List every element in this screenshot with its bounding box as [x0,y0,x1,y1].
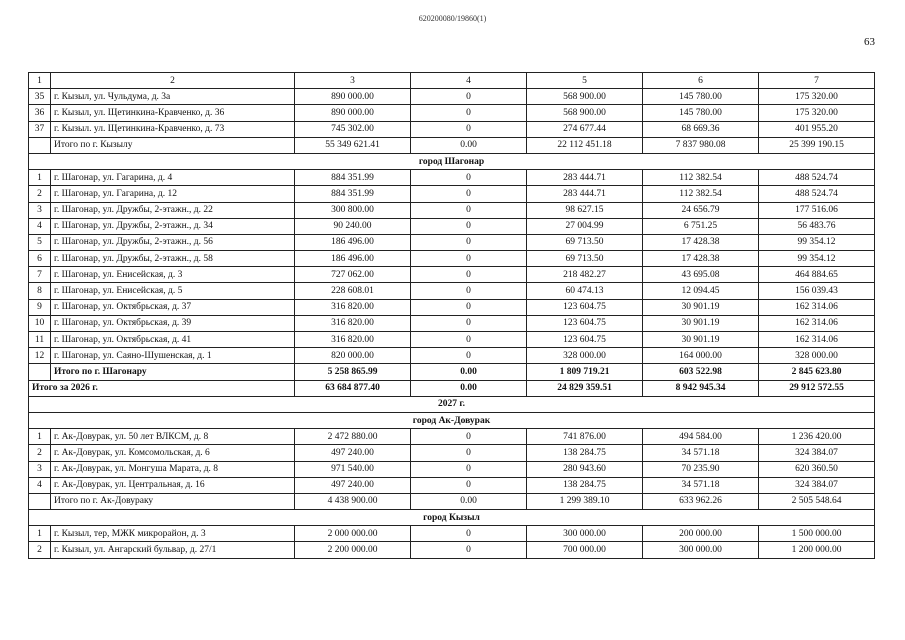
table-row [29,526,875,542]
section-label: город Шагонар [29,153,875,169]
local-budget-cell: 112 382.54 [643,170,759,186]
local-budget-cell: 145 780.00 [643,89,759,105]
total-cost-cell: 2 472 880.00 [295,429,411,445]
republic-budget-cell: 283 444.71 [527,170,643,186]
table-body [29,73,875,559]
address-cell: г. Шагонар, ул. Дружбы, 2-этажн., д. 22 [51,202,295,218]
address-cell: г. Шагонар, ул. Октябрьская, д. 41 [51,332,295,348]
column-header: 1 [29,73,51,89]
fund-cell: 0.00 [411,493,527,509]
republic-budget-cell: 69 713.50 [527,251,643,267]
total-cost-cell: 497 240.00 [295,445,411,461]
local-budget-cell: 164 000.00 [643,348,759,364]
local-budget-cell: 30 901.19 [643,332,759,348]
local-budget-cell: 17 428.38 [643,251,759,267]
table-row [29,267,875,283]
table-row [29,445,875,461]
address-cell: г. Шагонар, ул. Гагарина, д. 4 [51,170,295,186]
grand-total-value: 29 912 572.55 [759,380,875,396]
total-cost-cell: 316 820.00 [295,299,411,315]
local-budget-cell: 7 837 980.08 [643,137,759,153]
fund-cell: 0 [411,461,527,477]
grand-total-value: 0.00 [411,380,527,396]
fund-cell: 0 [411,542,527,558]
row-number: 1 [29,170,51,186]
republic-budget-cell: 1 299 389.10 [527,493,643,509]
fund-cell: 0 [411,299,527,315]
table-row [29,202,875,218]
fund-cell: 0 [411,89,527,105]
total-cost-cell: 2 000 000.00 [295,526,411,542]
section-header-row [29,510,875,526]
republic-budget-cell: 274 677.44 [527,121,643,137]
table-row [29,186,875,202]
fund-cell: 0 [411,267,527,283]
republic-budget-cell: 741 876.00 [527,429,643,445]
republic-budget-cell: 98 627.15 [527,202,643,218]
column-header: 3 [295,73,411,89]
address-cell: г. Шагонар, ул. Дружбы, 2-этажн., д. 58 [51,251,295,267]
total-cost-cell: 90 240.00 [295,218,411,234]
total-cost-cell: 884 351.99 [295,186,411,202]
header-row [29,73,875,89]
address-cell: г. Шагонар, ул. Октябрьская, д. 39 [51,315,295,331]
column-header: 2 [51,73,295,89]
row-number: 2 [29,186,51,202]
address-cell: г. Кызыл, тер, МЖК микрорайон, д. 3 [51,526,295,542]
address-cell: г. Кызыл, ул. Чульдума, д. 3а [51,89,295,105]
address-cell: г. Шагонар, ул. Гагарина, д. 12 [51,186,295,202]
column-header: 5 [527,73,643,89]
row-number: 36 [29,105,51,121]
table-row [29,234,875,250]
local-budget-cell: 6 751.25 [643,218,759,234]
row-number: 4 [29,218,51,234]
fund-cell: 0.00 [411,364,527,380]
owners-funds-cell: 2 845 623.80 [759,364,875,380]
table-row [29,121,875,137]
local-budget-cell: 112 382.54 [643,186,759,202]
local-budget-cell: 494 584.00 [643,429,759,445]
row-number: 6 [29,251,51,267]
fund-cell: 0 [411,445,527,461]
owners-funds-cell: 620 360.50 [759,461,875,477]
section-header-row [29,153,875,169]
fund-cell: 0 [411,315,527,331]
table-row [29,477,875,493]
republic-budget-cell: 218 482.27 [527,267,643,283]
row-number: 37 [29,121,51,137]
fund-cell: 0 [411,170,527,186]
total-cost-cell: 55 349 621.41 [295,137,411,153]
address-cell: г. Ак-Довурак, ул. Центральная, д. 16 [51,477,295,493]
fund-cell: 0 [411,283,527,299]
subtotal-label: Итого по г. Шагонару [51,364,295,380]
grand-total-value: 24 829 359.51 [527,380,643,396]
local-budget-cell: 30 901.19 [643,299,759,315]
table-row [29,170,875,186]
fund-cell: 0 [411,429,527,445]
republic-budget-cell: 280 943.60 [527,461,643,477]
row-number: 1 [29,429,51,445]
total-cost-cell: 300 800.00 [295,202,411,218]
local-budget-cell: 603 522.98 [643,364,759,380]
subtotal-label: Итого по г. Ак-Довураку [51,493,295,509]
document-id: 620200080/19860(1) [418,14,487,23]
republic-budget-cell: 568 900.00 [527,89,643,105]
owners-funds-cell: 328 000.00 [759,348,875,364]
fund-cell: 0.00 [411,137,527,153]
row-number: 1 [29,526,51,542]
budget-table [28,72,875,559]
grand-total-value: 8 942 945.34 [643,380,759,396]
owners-funds-cell: 1 236 420.00 [759,429,875,445]
republic-budget-cell: 328 000.00 [527,348,643,364]
owners-funds-cell: 175 320.00 [759,89,875,105]
owners-funds-cell: 488 524.74 [759,170,875,186]
column-header: 7 [759,73,875,89]
total-cost-cell: 890 000.00 [295,105,411,121]
address-cell: г. Ак-Довурак, ул. Комсомольская, д. 6 [51,445,295,461]
table-row [29,348,875,364]
republic-budget-cell: 27 004.99 [527,218,643,234]
table-row [29,105,875,121]
local-budget-cell: 68 669.36 [643,121,759,137]
local-budget-cell: 43 695.08 [643,267,759,283]
row-number: 35 [29,89,51,105]
owners-funds-cell: 25 399 190.15 [759,137,875,153]
owners-funds-cell: 401 955.20 [759,121,875,137]
total-cost-cell: 316 820.00 [295,332,411,348]
republic-budget-cell: 568 900.00 [527,105,643,121]
table-row [29,461,875,477]
row-number: 5 [29,234,51,250]
republic-budget-cell: 1 809 719.21 [527,364,643,380]
owners-funds-cell: 1 200 000.00 [759,542,875,558]
total-cost-cell: 5 258 865.99 [295,364,411,380]
fund-cell: 0 [411,234,527,250]
fund-cell: 0 [411,202,527,218]
owners-funds-cell: 464 884.65 [759,267,875,283]
subtotal-label: Итого по г. Кызылу [51,137,295,153]
local-budget-cell: 17 428.38 [643,234,759,250]
total-cost-cell: 890 000.00 [295,89,411,105]
subtotal-row [29,137,875,153]
subtotal-row [29,364,875,380]
owners-funds-cell: 99 354.12 [759,251,875,267]
column-header: 4 [411,73,527,89]
republic-budget-cell: 22 112 451.18 [527,137,643,153]
republic-budget-cell: 123 604.75 [527,299,643,315]
local-budget-cell: 12 094.45 [643,283,759,299]
fund-cell: 0 [411,332,527,348]
republic-budget-cell: 700 000.00 [527,542,643,558]
owners-funds-cell: 324 384.07 [759,477,875,493]
grand-total-row [29,380,875,396]
total-cost-cell: 4 438 900.00 [295,493,411,509]
local-budget-cell: 300 000.00 [643,542,759,558]
address-cell: г. Шагонар, ул. Саяно-Шушенская, д. 1 [51,348,295,364]
local-budget-cell: 633 962.26 [643,493,759,509]
total-cost-cell: 497 240.00 [295,477,411,493]
local-budget-cell: 24 656.79 [643,202,759,218]
owners-funds-cell: 99 354.12 [759,234,875,250]
total-cost-cell: 745 302.00 [295,121,411,137]
total-cost-cell: 971 540.00 [295,461,411,477]
table-row [29,542,875,558]
address-cell: г. Ак-Довурак, ул. 50 лет ВЛКСМ, д. 8 [51,429,295,445]
total-cost-cell: 316 820.00 [295,315,411,331]
table-row [29,299,875,315]
total-cost-cell: 228 608.01 [295,283,411,299]
row-number: 10 [29,315,51,331]
address-cell: г. Кызыл. ул. Щетинкина-Кравченко, д. 73 [51,121,295,137]
total-cost-cell: 884 351.99 [295,170,411,186]
table-row [29,283,875,299]
row-number: 12 [29,348,51,364]
fund-cell: 0 [411,526,527,542]
section-header-row [29,412,875,428]
page-number: 63 [864,36,875,48]
local-budget-cell: 34 571.18 [643,445,759,461]
total-cost-cell: 727 062.00 [295,267,411,283]
row-number: 9 [29,299,51,315]
address-cell: г. Шагонар, ул. Дружбы, 2-этажн., д. 56 [51,234,295,250]
republic-budget-cell: 138 284.75 [527,445,643,461]
republic-budget-cell: 69 713.50 [527,234,643,250]
owners-funds-cell: 488 524.74 [759,186,875,202]
local-budget-cell: 145 780.00 [643,105,759,121]
row-number: 2 [29,445,51,461]
table-row [29,218,875,234]
republic-budget-cell: 283 444.71 [527,186,643,202]
owners-funds-cell: 156 039.43 [759,283,875,299]
subtotal-row [29,493,875,509]
republic-budget-cell: 123 604.75 [527,332,643,348]
address-cell: г. Кызыл, ул. Ангарский бульвар, д. 27/1 [51,542,295,558]
row-number: 2 [29,542,51,558]
row-number: 4 [29,477,51,493]
total-cost-cell: 820 000.00 [295,348,411,364]
section-label: город Ак-Довурак [29,412,875,428]
row-number: 3 [29,202,51,218]
column-header: 6 [643,73,759,89]
row-number: 7 [29,267,51,283]
total-cost-cell: 2 200 000.00 [295,542,411,558]
address-cell: г. Шагонар, ул. Октябрьская, д. 37 [51,299,295,315]
grand-total-value: 63 684 877.40 [295,380,411,396]
owners-funds-cell: 175 320.00 [759,105,875,121]
section-label: 2027 г. [29,396,875,412]
section-label: город Кызыл [29,510,875,526]
owners-funds-cell: 177 516.06 [759,202,875,218]
address-cell: г. Шагонар, ул. Енисейская, д. 3 [51,267,295,283]
table-row [29,89,875,105]
owners-funds-cell: 2 505 548.64 [759,493,875,509]
row-number: 8 [29,283,51,299]
table-row [29,332,875,348]
row-number: 3 [29,461,51,477]
republic-budget-cell: 60 474.13 [527,283,643,299]
address-cell: г. Кызыл, ул. Щетинкина-Кравченко, д. 36 [51,105,295,121]
republic-budget-cell: 300 000.00 [527,526,643,542]
address-cell: г. Шагонар, ул. Енисейская, д. 5 [51,283,295,299]
owners-funds-cell: 56 483.76 [759,218,875,234]
row-number [29,493,51,509]
owners-funds-cell: 162 314.06 [759,315,875,331]
local-budget-cell: 70 235.90 [643,461,759,477]
owners-funds-cell: 162 314.06 [759,332,875,348]
address-cell: г. Шагонар, ул. Дружбы, 2-этажн., д. 34 [51,218,295,234]
fund-cell: 0 [411,121,527,137]
table-row [29,429,875,445]
table-row [29,251,875,267]
local-budget-cell: 34 571.18 [643,477,759,493]
owners-funds-cell: 324 384.07 [759,445,875,461]
row-number: 11 [29,332,51,348]
fund-cell: 0 [411,105,527,121]
fund-cell: 0 [411,218,527,234]
owners-funds-cell: 1 500 000.00 [759,526,875,542]
grand-total-label: Итого за 2026 г. [29,380,295,396]
table-row [29,315,875,331]
section-header-row [29,396,875,412]
fund-cell: 0 [411,251,527,267]
row-number [29,137,51,153]
republic-budget-cell: 138 284.75 [527,477,643,493]
fund-cell: 0 [411,186,527,202]
total-cost-cell: 186 496.00 [295,234,411,250]
fund-cell: 0 [411,348,527,364]
republic-budget-cell: 123 604.75 [527,315,643,331]
local-budget-cell: 30 901.19 [643,315,759,331]
owners-funds-cell: 162 314.06 [759,299,875,315]
address-cell: г. Ак-Довурак, ул. Монгуша Марата, д. 8 [51,461,295,477]
row-number [29,364,51,380]
local-budget-cell: 200 000.00 [643,526,759,542]
fund-cell: 0 [411,477,527,493]
total-cost-cell: 186 496.00 [295,251,411,267]
